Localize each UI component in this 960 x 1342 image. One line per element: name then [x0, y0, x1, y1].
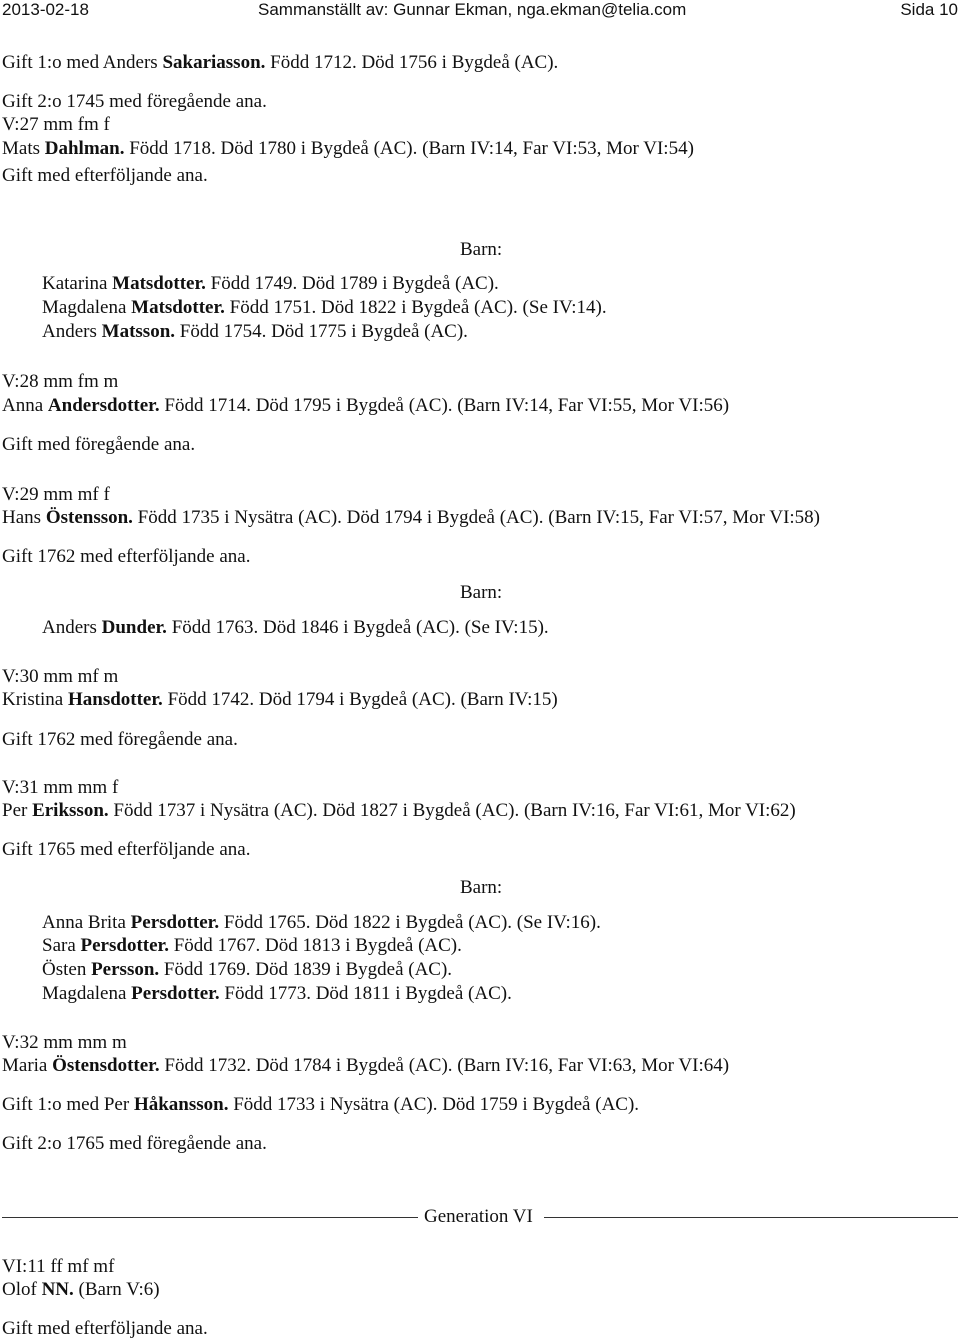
marriage-line: Gift 1:o med Per Håkansson. Född 1733 i Nysätra (AC). Död 1759 i Bygdeå (AC).	[2, 1094, 640, 1115]
entry-id: V:32 mm mm m	[2, 1032, 127, 1053]
child-entry: Anders Dunder. Född 1763. Död 1846 i Bygdeå (AC). (Se IV:15).	[42, 617, 549, 638]
header-date: 2013-02-18	[2, 0, 89, 19]
marriage-line: Gift 2:o 1765 med föregående ana.	[2, 1133, 267, 1154]
person-entry: Olof NN. (Barn V:6)	[2, 1279, 160, 1300]
person-entry: Hans Östensson. Född 1735 i Nysätra (AC). Död 1794 i Bygdeå (AC). (Barn IV:15, Far VI:57, Mor VI:58)	[2, 507, 821, 528]
marriage-line: Gift med efterföljande ana.	[2, 1318, 208, 1339]
header-page-number: Sida 10	[900, 0, 958, 19]
divider-rule-left	[2, 1217, 418, 1218]
text-line: Gift 2:o 1745 med föregående ana.	[2, 91, 267, 112]
entry-id: V:30 mm mf m	[2, 666, 119, 687]
child-entry: Östen Persson. Född 1769. Död 1839 i Bygdeå (AC).	[42, 959, 453, 980]
generation-divider	[2, 1206, 958, 1230]
entry-id: VI:11 ff mf mf	[2, 1256, 115, 1277]
header-author: Sammanställt av: Gunnar Ekman, nga.ekman@telia.com	[258, 0, 687, 19]
entry-id: V:27 mm fm f	[2, 114, 110, 135]
entry-id: V:31 mm mm f	[2, 777, 119, 798]
child-entry: Magdalena Matsdotter. Född 1751. Död 1822 i Bygdeå (AC). (Se IV:14).	[42, 297, 607, 318]
marriage-line: Gift med föregående ana.	[2, 434, 196, 455]
child-entry: Magdalena Persdotter. Född 1773. Död 1811 i Bygdeå (AC).	[42, 983, 512, 1004]
text-line: Gift 1:o med Anders Sakariasson. Född 1712. Död 1756 i Bygdeå (AC).	[2, 52, 559, 73]
marriage-line: Gift med efterföljande ana.	[2, 165, 208, 186]
child-entry: Anders Matsson. Född 1754. Död 1775 i Bygdeå (AC).	[42, 321, 468, 342]
marriage-line: Gift 1765 med efterföljande ana.	[2, 839, 251, 860]
child-entry: Sara Persdotter. Född 1767. Död 1813 i Bygdeå (AC).	[42, 935, 462, 956]
generation-heading: Generation VI	[424, 1206, 533, 1227]
person-entry: Anna Andersdotter. Född 1714. Död 1795 i Bygdeå (AC). (Barn IV:14, Far VI:55, Mor VI:56)	[2, 395, 730, 416]
child-entry: Anna Brita Persdotter. Född 1765. Död 1822 i Bygdeå (AC). (Se IV:16).	[42, 912, 601, 933]
child-entry: Katarina Matsdotter. Född 1749. Död 1789 i Bygdeå (AC).	[42, 273, 499, 294]
divider-rule-right	[544, 1217, 958, 1218]
entry-id: V:29 mm mf f	[2, 484, 110, 505]
person-entry: Maria Östensdotter. Född 1732. Död 1784 i Bygdeå (AC). (Barn IV:16, Far VI:63, Mor VI:64)	[2, 1055, 730, 1076]
children-heading: Barn:	[460, 239, 503, 260]
person-entry: Mats Dahlman. Född 1718. Död 1780 i Bygdeå (AC). (Barn IV:14, Far VI:53, Mor VI:54)	[2, 138, 694, 159]
entry-id: V:28 mm fm m	[2, 371, 119, 392]
person-entry: Kristina Hansdotter. Född 1742. Död 1794 i Bygdeå (AC). (Barn IV:15)	[2, 689, 558, 710]
person-entry: Per Eriksson. Född 1737 i Nysätra (AC). Död 1827 i Bygdeå (AC). (Barn IV:16, Far VI:61, Mor VI:62)	[2, 800, 796, 821]
children-heading: Barn:	[460, 582, 503, 603]
marriage-line: Gift 1762 med föregående ana.	[2, 729, 238, 750]
marriage-line: Gift 1762 med efterföljande ana.	[2, 546, 251, 567]
children-heading: Barn:	[460, 877, 503, 898]
